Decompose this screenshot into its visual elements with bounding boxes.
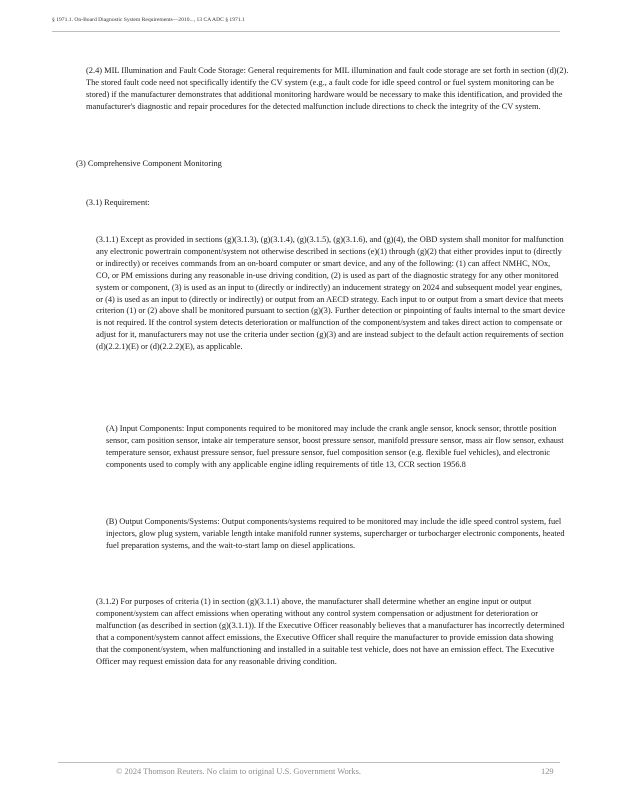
paragraph-3-1-2: (3.1.2) For purposes of criteria (1) in section (g)(3.1.1) above, the manufacturer shall determine whether an engine input or output component/system can affect emissions when operating without any control system compensation or adjustment for deterioration or malfunction (as described in section (g)(3.1.1)). If the Executive Officer reasonably believes that a manufacturer has incorrectly determined that a component/system cannot affect emissions, the Executive Officer shall require the manufacturer to provide emission data showing that the component/system, when malfunctioning and installed in a suitable test vehicle, does not have an emission effect. The Executive Officer may request emission data for any reasonable driving condition.	[96, 597, 565, 666]
heading-comprehensive-component-monitoring: (3) Comprehensive Component Monitoring	[76, 159, 222, 168]
header-divider	[52, 31, 560, 32]
running-header: § 1971.1. On-Board Diagnostic System Requirements—2010..., 13 CA ADC § 1971.1	[52, 17, 245, 23]
paragraph-2-4: (2.4) MIL Illumination and Fault Code Storage: General requirements for MIL illumination and fault code storage are set forth in section (d)(2). The stored fault code need not specifically identify the CV system (e.g., a fault code for idle speed control or fuel system monitoring can be stored) if the manufacturer demonstrates that additional monitoring hardware would be necessary to make this identification, and provided the manufacturer's diagnostic and repair procedures for the detected malfunction include directions to check the integrity of the CV system.	[86, 66, 569, 111]
copyright-notice: © 2024 Thomson Reuters. No claim to original U.S. Government Works.	[116, 767, 361, 776]
paragraph-output-components: (B) Output Components/Systems: Output components/systems required to be monitored may include the idle speed control system, fuel injectors, glow plug system, variable length intake manifold runner systems, supercharger or turbocharger electronic components, heated fuel preparation systems, and the wait-to-start lamp on diesel applications.	[106, 517, 565, 550]
heading-requirement: (3.1) Requirement:	[86, 198, 150, 207]
paragraph-input-components: (A) Input Components: Input components required to be monitored may include the crank angle sensor, knock sensor, throttle position sensor, cam position sensor, intake air temperature sensor, boost pressure sensor, manifold pressure sensor, mass air flow sensor, exhaust temperature sensor, exhaust pressure sensor, fuel pressure sensor, fuel composition sensor (e.g. flexible fuel vehicles), and electronic components used to comply with any applicable engine idling requirements of title 13, CCR section 1956.8	[106, 424, 564, 469]
paragraph-3-1-1: (3.1.1) Except as provided in sections (g)(3.1.3), (g)(3.1.4), (g)(3.1.5), (g)(3.1.6), and (g)(4), the OBD system shall monitor for malfunction any electronic powertrain component/system not otherwise described in sections (e)(1) through (g)(2) that either provides input to (directly or indirectly) or receives commands from an on-board computer or smart device, and any of the following: (1) can affect NMHC, NOx, CO, or PM emissions during any reasonable in-use driving condition, (2) is used as part of the diagnostic strategy for any other monitored system or component, (3) is used as an input to (directly or indirectly) an inducement strategy on 2024 and subsequent model year engines, or (4) is used as an input to (directly or indirectly) or output from an AECD strategy. Each input to or output from a smart device that meets criterion (1) or (2) above shall be monitored pursuant to section (g)(3). Further detection or pinpointing of faults internal to the smart device is not required. If the control system detects deterioration or malfunction of the component/system and takes direct action to compensate or adjust for it, manufacturers may not use the criteria under section (g)(3) and are instead subject to the default action requirements of section (d)(2.2.1)(E) or (d)(2.2.2)(E), as applicable.	[96, 235, 566, 352]
page-number: 129	[541, 767, 554, 776]
footer-divider	[58, 762, 560, 763]
